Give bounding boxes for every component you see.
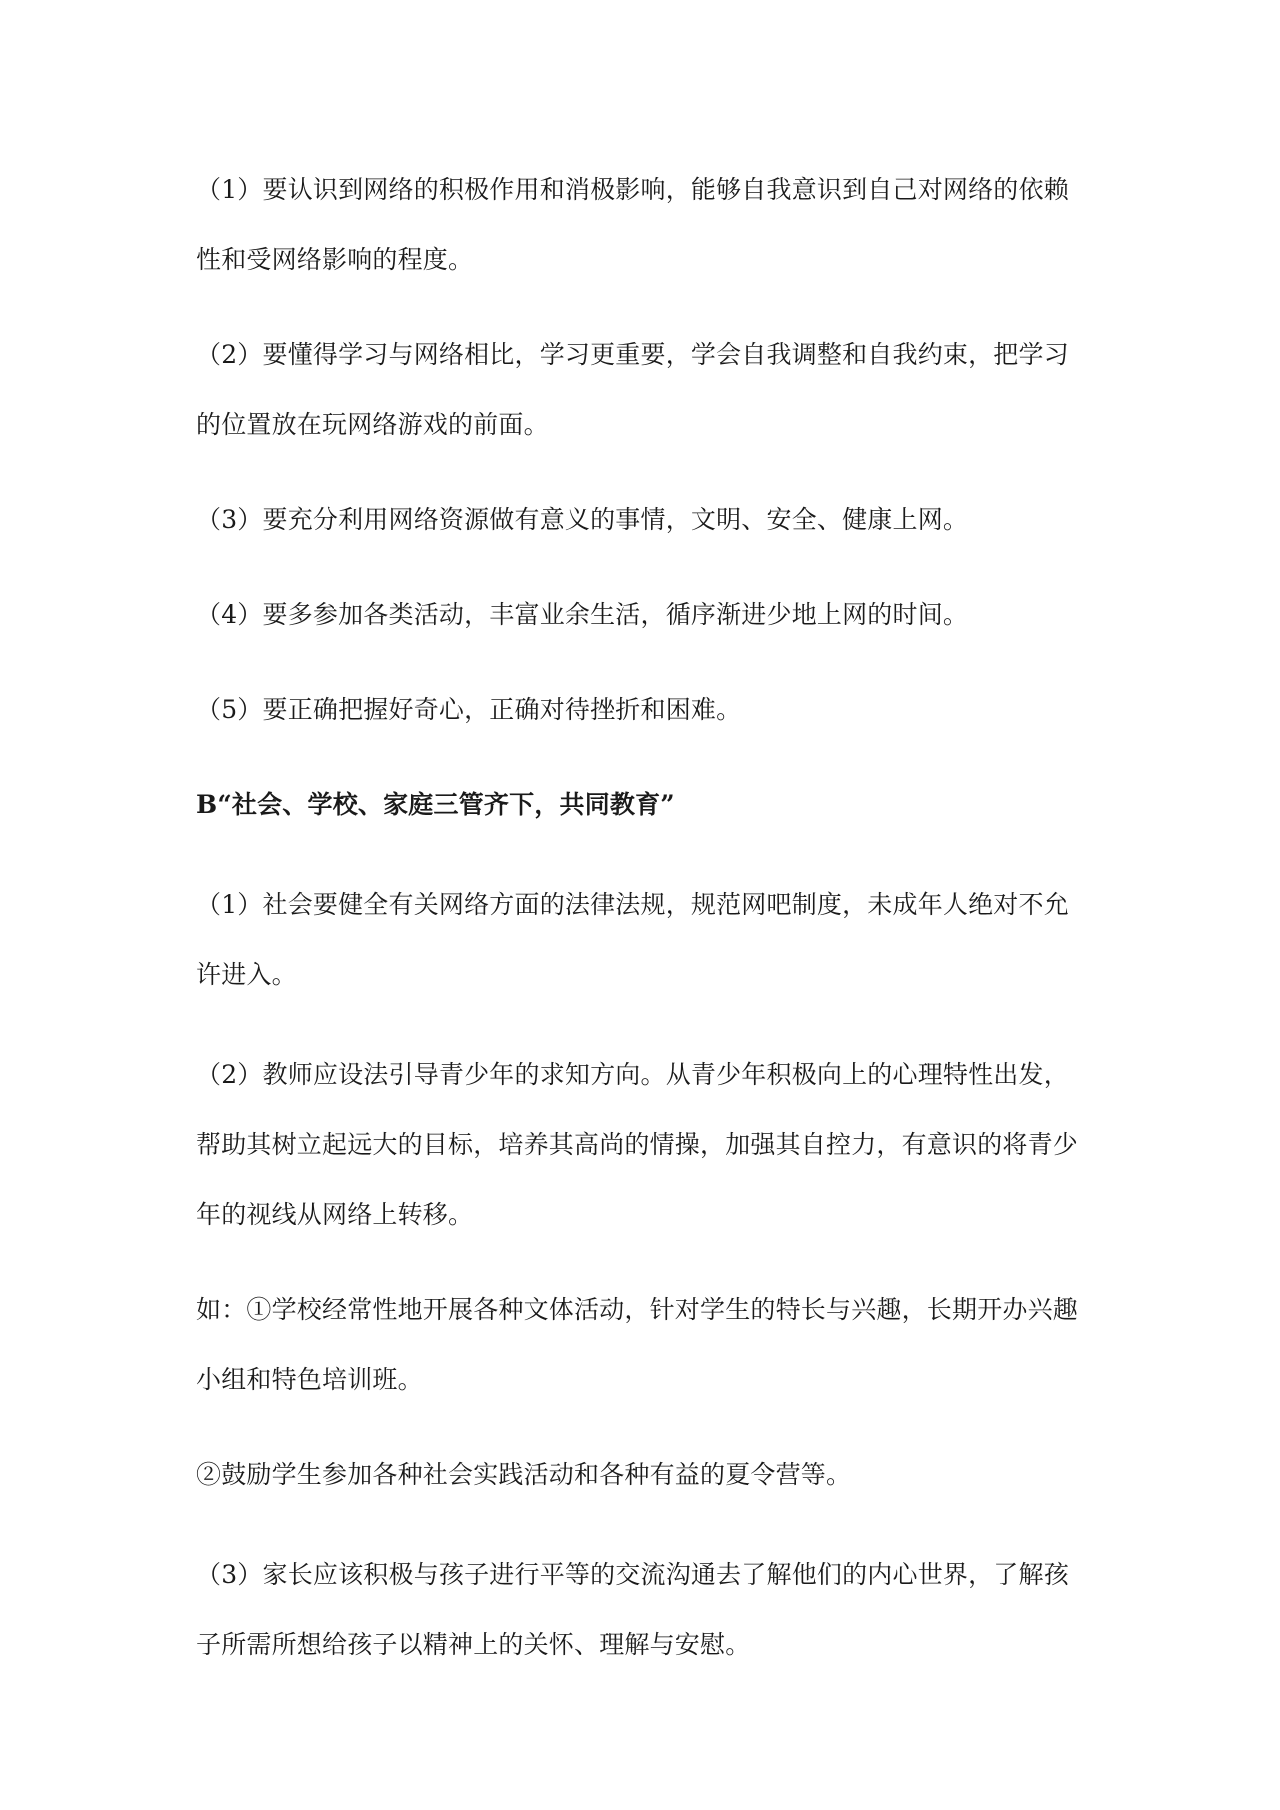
text-line: 的位置放在玩网络游戏的前面。 — [196, 410, 549, 439]
text-line: 年的视线从网络上转移。 — [196, 1200, 474, 1229]
text-line: （1）社会要健全有关网络方面的法律法规，规范网吧制度，未成年人绝对不允 — [196, 890, 1069, 919]
paragraph-school-example — [196, 1275, 1096, 1415]
text-line: 小组和特色培训班。 — [196, 1365, 423, 1394]
section-heading-b — [196, 770, 1096, 840]
text-line: 许进入。 — [196, 960, 297, 989]
text-line: （5）要正确把握好奇心，正确对待挫折和困难。 — [196, 695, 742, 724]
paragraph-self-awareness — [196, 155, 1096, 295]
text-line: 帮助其树立起远大的目标，培养其高尚的情操，加强其自控力，有意识的将青少 — [196, 1130, 1079, 1159]
paragraph-use-resources — [196, 485, 1096, 555]
text-line: 如：①学校经常性地开展各种文体活动，针对学生的特长与兴趣，长期开办兴趣 — [196, 1295, 1079, 1324]
text-line: ②鼓励学生参加各种社会实践活动和各种有益的夏令营等。 — [196, 1460, 852, 1489]
text-line: （3）家长应该积极与孩子进行平等的交流沟通去了解他们的内心世界，了解孩 — [196, 1560, 1069, 1589]
paragraph-study-first — [196, 320, 1096, 460]
paragraph-teacher-guidance — [196, 1040, 1096, 1250]
text-line: （2）教师应设法引导青少年的求知方向。从青少年积极向上的心理特性出发， — [196, 1060, 1069, 1089]
heading-text: B“社会、学校、家庭三管齐下，共同教育” — [196, 790, 675, 819]
text-line: （4）要多参加各类活动，丰富业余生活，循序渐进少地上网的时间。 — [196, 600, 969, 629]
paragraph-society-law — [196, 870, 1096, 1010]
paragraph-curiosity — [196, 675, 1096, 745]
text-line: （2）要懂得学习与网络相比，学习更重要，学会自我调整和自我约束，把学习 — [196, 340, 1069, 369]
paragraph-practice-activities — [196, 1440, 1096, 1510]
text-line: 性和受网络影响的程度。 — [196, 245, 474, 274]
text-line: （3）要充分利用网络资源做有意义的事情，文明、安全、健康上网。 — [196, 505, 969, 534]
text-line: 子所需所想给孩子以精神上的关怀、理解与安慰。 — [196, 1630, 751, 1659]
paragraph-parents — [196, 1540, 1096, 1680]
paragraph-activities — [196, 580, 1096, 650]
text-line: （1）要认识到网络的积极作用和消极影响，能够自我意识到自己对网络的依赖 — [196, 175, 1069, 204]
